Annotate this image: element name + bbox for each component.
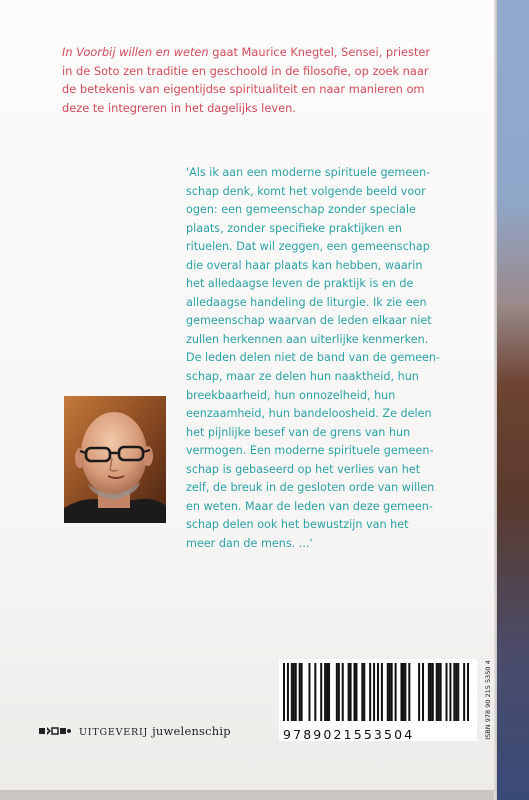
quote-line: zullen herkennen aan uiterlijke kenmerken. [186, 332, 429, 346]
quote-line: De leden delen niet de band van de gemeen- [186, 351, 441, 365]
barcode-bar [377, 663, 379, 721]
barcode-bar [291, 663, 293, 721]
barcode-bar [446, 663, 448, 721]
barcode-bars [283, 659, 469, 721]
barcode-bar [395, 663, 397, 721]
barcode-bar [353, 663, 355, 721]
barcode-bar [449, 663, 451, 721]
barcode-bar [369, 663, 371, 721]
barcode-bar [430, 663, 432, 721]
quote-line: het pijnlijke besef van de grens van hun [186, 425, 411, 439]
publisher-name: UITGEVERIJ juwelenschip [79, 724, 231, 738]
publisher-logo-icon [39, 726, 71, 736]
barcode-bar [299, 663, 301, 721]
barcode-bar [428, 663, 430, 721]
quote-line: schap is gebaseerd op het verlies van het [186, 462, 421, 476]
barcode-bar [295, 663, 297, 721]
barcode-bar [363, 663, 365, 721]
barcode-bar [404, 663, 406, 721]
author-portrait [64, 396, 166, 523]
quote-line: 'Als ik aan een moderne spirituele gemeen- [186, 166, 431, 179]
quote-line: zelf, de breuk in de gesloten orde van willen [186, 481, 435, 495]
barcode-bar [342, 663, 344, 721]
barcode-bar [326, 663, 328, 721]
barcode-bar [338, 663, 340, 721]
barcode-bar [308, 663, 310, 721]
barcode-bar [348, 663, 350, 721]
quote-block [186, 164, 466, 553]
barcode-bar [422, 663, 424, 721]
barcode-bar [453, 663, 455, 721]
barcode-bar [301, 663, 303, 721]
quote-line: schap delen ook het bewustzijn van het [186, 518, 409, 532]
barcode-bar [336, 663, 338, 721]
quote-line: schap denk, komt het volgende beeld voor [186, 184, 426, 198]
barcode-bar [457, 663, 459, 721]
quote-line: alledaagse handeling de liturgie. Ik zie een [186, 295, 427, 309]
barcode-bar [328, 663, 330, 721]
barcode-bar [389, 663, 391, 721]
quote-line: breekbaarheid, hun onnozelheid, hun [186, 388, 396, 402]
cover-bottom-edge [0, 790, 495, 800]
barcode-bar [391, 663, 393, 721]
barcode-bar [467, 663, 469, 721]
quote-line: plaats, zonder specifieke praktijken en [186, 221, 402, 235]
barcode-bar [287, 663, 289, 721]
barcode-bar [402, 663, 404, 721]
barcode-bar [283, 663, 285, 721]
barcode-bar [324, 663, 326, 721]
barcode-bar [400, 663, 402, 721]
quote-line: ogen: een gemeenschap zonder speciale [186, 203, 416, 217]
barcode-bar [418, 663, 420, 721]
book-spine [497, 0, 529, 800]
barcode-digits: 9789021553504 [283, 727, 415, 742]
barcode-bar [436, 663, 438, 721]
barcode-bar [293, 663, 295, 721]
quote-line: vermogen. Een moderne spirituele gemeen- [186, 444, 434, 458]
barcode-bar [361, 663, 363, 721]
quote-line: die overal haar plaats kan hebben, waarin [186, 258, 423, 272]
book-title: In Voorbij willen en weten [62, 45, 209, 59]
quote-line: rituelen. Dat wil zeggen, een gemeenschap [186, 240, 430, 254]
barcode-bar [432, 663, 434, 721]
barcode-bar [320, 663, 322, 721]
quote-line: het alledaagse leven de praktijk is en de [186, 277, 414, 291]
barcode-bar [314, 663, 316, 721]
barcode-bar [350, 663, 352, 721]
intro-paragraph [62, 43, 442, 117]
isbn-number: ISBN 978 90 215 5350 4 [484, 660, 492, 740]
quote-line: schap, maar ze delen hun naaktheid, hun [186, 370, 419, 384]
barcode-bar [355, 663, 357, 721]
publisher-block [39, 724, 231, 738]
intro-text: gaat Maurice Knegtel, Sensei, priester in de Soto zen traditie en geschoold in de filosofie, op zoek naar de betekenis van eigentijdse spiritualiteit en naar manieren om deze te integreren in het dagelijks leven. [62, 45, 431, 115]
barcode-bar [440, 663, 442, 721]
portrait-image [64, 396, 166, 523]
barcode-bar [408, 663, 410, 721]
barcode-bar [387, 663, 389, 721]
barcode-bar [381, 663, 383, 721]
barcode-bar [373, 663, 375, 721]
quote-line: meer dan de mens. ...' [186, 536, 313, 550]
barcode-bar [463, 663, 465, 721]
quote-line: en weten. Maar de leden van deze gemeen- [186, 499, 433, 513]
barcode-bar [438, 663, 440, 721]
barcode-bar [455, 663, 457, 721]
quote-line: eenzaamheid, hun bandeloosheid. Ze delen [186, 407, 432, 421]
quote-line: gemeenschap waarvan de leden elkaar niet [186, 314, 432, 328]
